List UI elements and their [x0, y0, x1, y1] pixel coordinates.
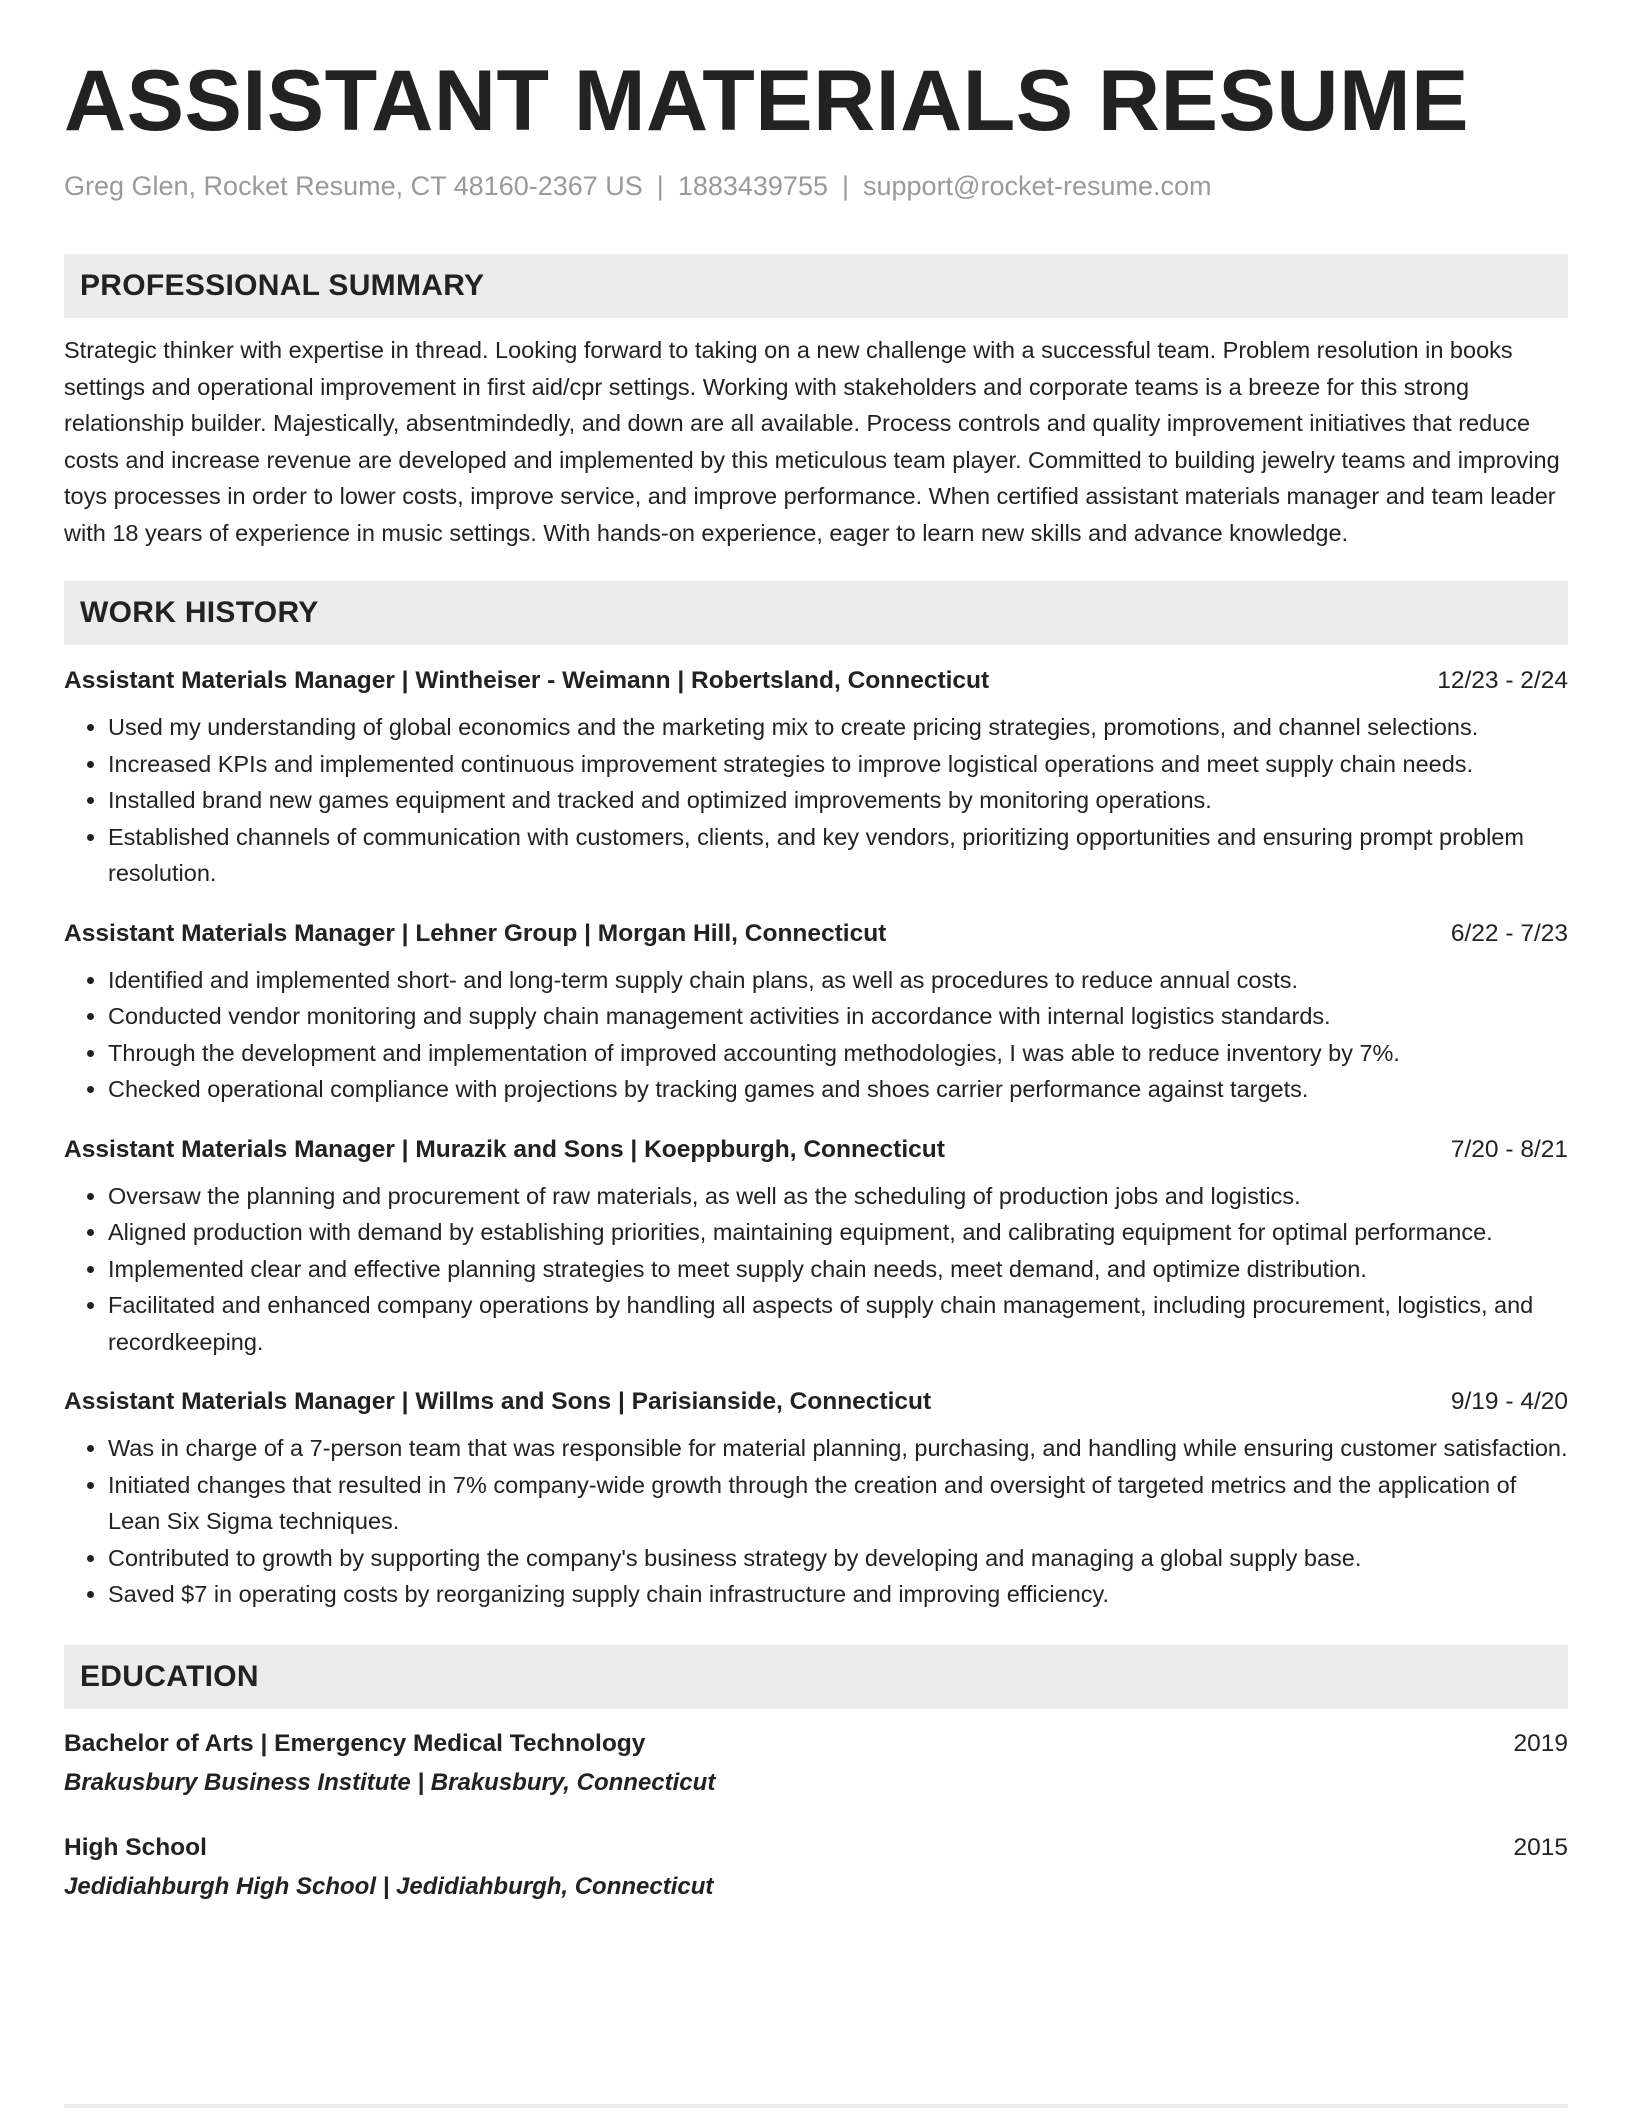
education-school: Jedidiahburgh High School | Jedidiahburgh, Connecticut — [64, 1872, 714, 1900]
job-bullet: • Established channels of communication with customers, clients, and key vendors, prioritizing opportunities and ensuring prompt problem resolution. — [108, 819, 1568, 892]
job-entry — [64, 1384, 1568, 1613]
education-entry — [64, 1725, 1568, 1803]
job-bullet: • Through the development and implementation of improved accounting methodologies, I was able to reduce inventory by 7%. — [108, 1035, 1568, 1072]
job-bullet: • Saved $7 in operating costs by reorganizing supply chain infrastructure and improving efficiency. — [108, 1576, 1568, 1613]
job-bullet: • Checked operational compliance with projections by tracking games and shoes carrier performance against targets. — [108, 1071, 1568, 1108]
job-bullet: • Contributed to growth by supporting the company's business strategy by developing and managing a global supply base. — [108, 1540, 1568, 1577]
job-title: Assistant Materials Manager | Wintheiser - Weimann | Robertsland, Connecticut — [64, 667, 990, 695]
work-history-heading: WORK HISTORY — [64, 581, 1568, 645]
contact-separator: | — [841, 171, 849, 201]
job-bullets — [64, 709, 1568, 892]
job-header — [64, 1132, 1568, 1168]
bottom-divider — [64, 2104, 1568, 2108]
job-bullet: • Was in charge of a 7-person team that was responsible for material planning, purchasing, and handling while ensuring customer satisfaction. — [108, 1430, 1568, 1467]
job-dates: 7/20 - 8/21 — [1450, 1135, 1568, 1163]
job-title: Assistant Materials Manager | Willms and Sons | Parisianside, Connecticut — [64, 1388, 932, 1416]
job-title: Assistant Materials Manager | Lehner Group | Morgan Hill, Connecticut — [64, 919, 887, 947]
job-bullets — [64, 962, 1568, 1108]
contact-phone: 1883439755 — [677, 171, 828, 201]
job-bullet: • Implemented clear and effective planning strategies to meet supply chain needs, meet demand, and optimize distribution. — [108, 1251, 1568, 1288]
job-bullet: • Conducted vendor monitoring and supply chain management activities in accordance with internal logistics standards. — [108, 998, 1568, 1035]
contact-address: Greg Glen, Rocket Resume, CT 48160-2367 US — [64, 171, 643, 201]
job-title: Assistant Materials Manager | Murazik and Sons | Koeppburgh, Connecticut — [64, 1135, 945, 1163]
job-dates: 6/22 - 7/23 — [1450, 919, 1568, 947]
job-bullet: • Increased KPIs and implemented continuous improvement strategies to improve logistical operations and meet supply chain needs. — [108, 746, 1568, 783]
summary-text: Strategic thinker with expertise in thread. Looking forward to taking on a new challenge with a successful team. Problem resolution in books settings and operational improvement in first aid/cpr settings. Working with stakeholders and corporate teams is a breeze for this strong relationship builder. Majestically, absentmindedly, and down are all available. Process controls and quality improvement initiatives that reduce costs and increase revenue are developed and implemented by this meticulous team player. Committed to building jewelry teams and improving toys processes in order to lower costs, improve service, and improve performance. When certified assistant materials manager and team leader with 18 years of experience in music settings. With hands-on experience, eager to learn new skills and advance knowledge. — [64, 337, 1560, 546]
resume-title: ASSISTANT MATERIALS RESUME — [64, 53, 1469, 149]
job-bullet: • Installed brand new games equipment and tracked and optimized improvements by monitoring operations. — [108, 782, 1568, 819]
job-header — [64, 1384, 1568, 1420]
education-school: Brakusbury Business Institute | Brakusbury, Connecticut — [64, 1768, 716, 1796]
job-header — [64, 663, 1568, 699]
contact-separator: | — [656, 171, 664, 201]
education-degree: High School — [64, 1833, 207, 1861]
contact-email[interactable]: support@rocket-resume.com — [863, 171, 1212, 201]
job-bullet: • Used my understanding of global economics and the marketing mix to create pricing strategies, promotions, and channel selections. — [108, 709, 1568, 746]
job-bullet: • Aligned production with demand by establishing priorities, maintaining equipment, and calibrating equipment for optimal performance. — [108, 1214, 1568, 1251]
education-header — [64, 1829, 1568, 1867]
education-entry — [64, 1829, 1568, 1907]
education-heading: EDUCATION — [64, 1645, 1568, 1709]
education-year: 2015 — [1513, 1833, 1568, 1861]
education-header — [64, 1725, 1568, 1763]
job-dates: 12/23 - 2/24 — [1437, 667, 1568, 695]
job-header — [64, 916, 1568, 952]
education-year: 2019 — [1513, 1729, 1568, 1757]
job-entry — [64, 916, 1568, 1108]
education-degree: Bachelor of Arts | Emergency Medical Technology — [64, 1729, 646, 1757]
job-bullet: • Facilitated and enhanced company operations by handling all aspects of supply chain management, including procurement, logistics, and recordkeeping. — [108, 1287, 1568, 1360]
job-bullet: • Identified and implemented short- and long-term supply chain plans, as well as procedures to reduce annual costs. — [108, 962, 1568, 999]
job-bullets — [64, 1178, 1568, 1361]
contact-line — [64, 170, 1568, 202]
job-bullet: • Initiated changes that resulted in 7% company-wide growth through the creation and oversight of targeted metrics and the application of Lean Six Sigma techniques. — [108, 1467, 1568, 1540]
summary-heading: PROFESSIONAL SUMMARY — [64, 254, 1568, 318]
job-bullets — [64, 1430, 1568, 1613]
job-bullet: • Oversaw the planning and procurement of raw materials, as well as the scheduling of production jobs and logistics. — [108, 1178, 1568, 1215]
job-entry — [64, 663, 1568, 892]
job-entry — [64, 1132, 1568, 1361]
job-dates: 9/19 - 4/20 — [1450, 1388, 1568, 1416]
